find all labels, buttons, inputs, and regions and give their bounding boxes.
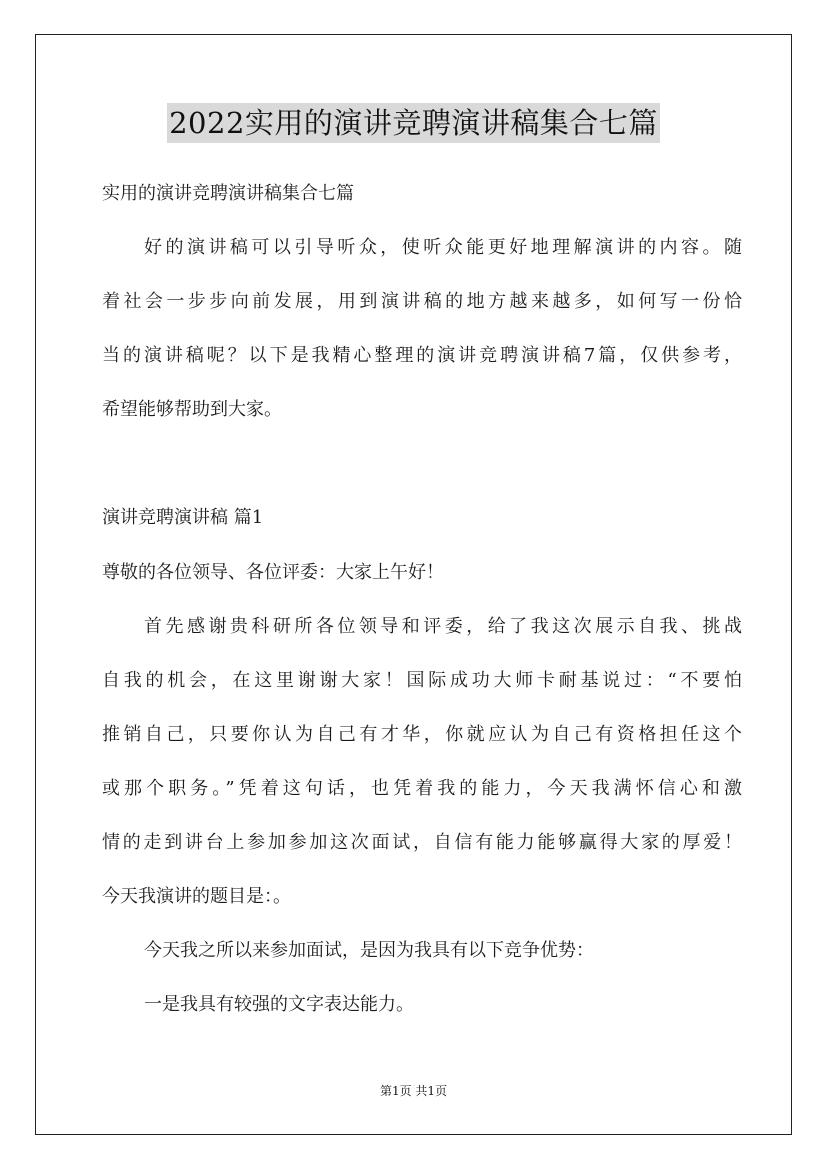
paragraph-advantages: 今天我之所以来参加面试，是因为我具有以下竞争优势： <box>144 940 594 961</box>
body-line-3: 推销自己，只要你认为自己有才华，你就应认为自己有资格担任这个 <box>102 724 742 745</box>
intro-line-4: 希望能够帮助到大家。 <box>102 399 282 420</box>
body-line-6: 今天我演讲的题目是：。 <box>102 886 291 907</box>
intro-line-2: 着社会一步步向前发展，用到演讲稿的地方越来越多，如何写一份恰 <box>102 291 742 312</box>
page-number: 第1页 共1页 <box>379 1084 448 1098</box>
document-title: 2022实用的演讲竞聘演讲稿集合七篇 <box>167 103 660 143</box>
body-line-4: 或那个职务。”凭着这句话，也凭着我的能力，今天我满怀信心和激 <box>102 778 742 799</box>
greeting: 尊敬的各位领导、各位评委：大家上午好！ <box>102 562 444 583</box>
body-line-5: 情的走到讲台上参加参加这次面试，自信有能力能够赢得大家的厚爱！ <box>102 832 742 853</box>
body-line-2: 自我的机会，在这里谢谢大家！国际成功大师卡耐基说过：“不要怕 <box>102 670 742 691</box>
body-line-1: 首先感谢贵科研所各位领导和评委，给了我这次展示自我、挑战 <box>144 616 742 637</box>
title-container <box>0 103 827 143</box>
document-subtitle: 实用的演讲竞聘演讲稿集合七篇 <box>102 183 354 204</box>
intro-line-3: 当的演讲稿呢？以下是我精心整理的演讲竞聘演讲稿7篇，仅供参考， <box>102 345 742 366</box>
section-heading: 演讲竞聘演讲稿 篇1 <box>102 507 264 528</box>
intro-line-1: 好的演讲稿可以引导听众，使听众能更好地理解演讲的内容。随 <box>144 237 742 258</box>
paragraph-point-one: 一是我具有较强的文字表达能力。 <box>144 994 414 1015</box>
